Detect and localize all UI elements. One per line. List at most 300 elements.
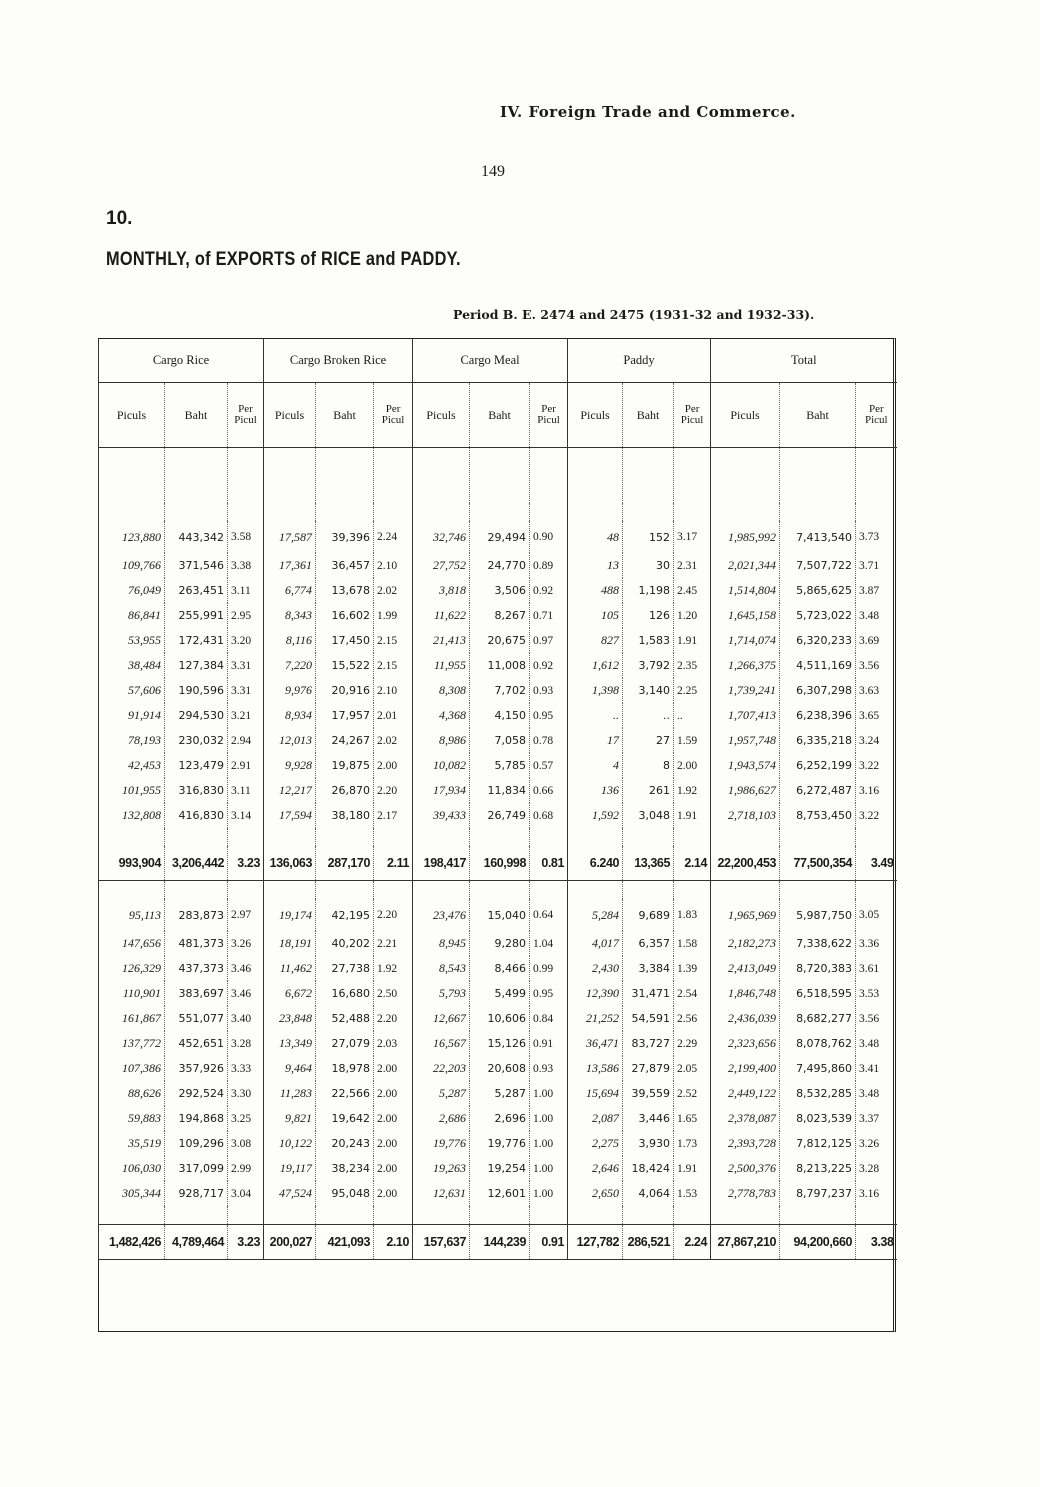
table-cell: 126 xyxy=(623,603,674,628)
table-cell: 2.00 xyxy=(674,753,711,778)
table-cell: 57,606 xyxy=(99,678,165,703)
table-cell: 317,099 xyxy=(165,1156,228,1181)
table-cell: 17,361 xyxy=(264,553,316,578)
table-cell: 3.65 xyxy=(856,703,897,728)
table-cell: 6,252,199 xyxy=(780,753,856,778)
period-caption: Period B. E. 2474 and 2475 (1931-32 and 1932-33). xyxy=(453,307,815,322)
table-cell: 3.38 xyxy=(228,553,264,578)
table-cell: 3.58 xyxy=(228,521,264,553)
table-cell: 1,612 xyxy=(568,653,623,678)
table-cell: 52,488 xyxy=(316,1006,374,1031)
table-cell: 3,506 xyxy=(470,578,530,603)
table-cell: 287,170 xyxy=(316,846,374,881)
table-cell: 1,583 xyxy=(623,628,674,653)
table-cell: 126,329 xyxy=(99,956,165,981)
table-cell: 255,991 xyxy=(165,603,228,628)
table-cell: 38,180 xyxy=(316,803,374,828)
column-header: Per Picul xyxy=(228,383,264,448)
table-row xyxy=(99,899,897,931)
table-cell: 11,622 xyxy=(413,603,470,628)
table-cell: 152 xyxy=(623,521,674,553)
column-header: Per Picul xyxy=(530,383,568,448)
table-cell: 26,870 xyxy=(316,778,374,803)
table-cell: 4,368 xyxy=(413,703,470,728)
column-header: Piculs xyxy=(711,383,780,448)
table-cell: 3.46 xyxy=(228,981,264,1006)
table-cell: 3.23 xyxy=(228,1225,264,1260)
table-cell: 1,398 xyxy=(568,678,623,703)
table-cell: 27,867,210 xyxy=(711,1225,780,1260)
table-cell: 0.93 xyxy=(530,1056,568,1081)
table-cell: 3.46 xyxy=(228,956,264,981)
table-cell: 19,875 xyxy=(316,753,374,778)
table-cell: 136 xyxy=(568,778,623,803)
table-cell: 24,770 xyxy=(470,553,530,578)
table-cell: 0.91 xyxy=(530,1031,568,1056)
table-cell: 2.11 xyxy=(374,846,413,881)
table-cell: 109,296 xyxy=(165,1131,228,1156)
table-cell: 12,217 xyxy=(264,778,316,803)
table-cell: 5,284 xyxy=(568,899,623,931)
table-cell: 9,464 xyxy=(264,1056,316,1081)
table-cell: 357,926 xyxy=(165,1056,228,1081)
table-cell: .. xyxy=(674,703,711,728)
group-header: Cargo Rice xyxy=(99,338,264,383)
table-cell: 17,957 xyxy=(316,703,374,728)
table-cell: 7,220 xyxy=(264,653,316,678)
table-cell: 4,150 xyxy=(470,703,530,728)
table-cell: 11,834 xyxy=(470,778,530,803)
table-cell: 16,602 xyxy=(316,603,374,628)
table-cell: 8,945 xyxy=(413,931,470,956)
table-cell: 5,865,625 xyxy=(780,578,856,603)
table-cell: 0.93 xyxy=(530,678,568,703)
table-row xyxy=(99,931,897,956)
table-cell: 19,117 xyxy=(264,1156,316,1181)
table-cell: 2,021,344 xyxy=(711,553,780,578)
table-cell: 3.41 xyxy=(856,1056,897,1081)
table-cell: 1,985,992 xyxy=(711,521,780,553)
table-cell: 8,466 xyxy=(470,956,530,981)
table-cell: 2.00 xyxy=(374,1181,413,1206)
table-cell: 2.20 xyxy=(374,1006,413,1031)
table-cell: 0.91 xyxy=(530,1225,568,1260)
table-row xyxy=(99,1156,897,1181)
table-cell: 106,030 xyxy=(99,1156,165,1181)
table-cell: 2.01 xyxy=(374,703,413,728)
table-cell: 8,308 xyxy=(413,678,470,703)
table-cell: 2,718,103 xyxy=(711,803,780,828)
table-cell: 127,782 xyxy=(568,1225,623,1260)
table-cell: 3.37 xyxy=(856,1106,897,1131)
table-cell: 286,521 xyxy=(623,1225,674,1260)
column-header: Per Picul xyxy=(374,383,413,448)
table-cell: 22,566 xyxy=(316,1081,374,1106)
table-cell: 136,063 xyxy=(264,846,316,881)
table-title: MONTHLY, of EXPORTS of RICE and PADDY. xyxy=(106,249,461,270)
table-cell: 27,752 xyxy=(413,553,470,578)
table-cell: 1.91 xyxy=(674,803,711,828)
table-cell: 1,739,241 xyxy=(711,678,780,703)
table-cell: 4,064 xyxy=(623,1181,674,1206)
table-cell: 3,048 xyxy=(623,803,674,828)
group-header: Cargo Broken Rice xyxy=(264,338,413,383)
table-cell: 3.14 xyxy=(228,803,264,828)
table-cell: 2,199,400 xyxy=(711,1056,780,1081)
table-cell: 20,243 xyxy=(316,1131,374,1156)
table-cell: 2.02 xyxy=(374,728,413,753)
table-cell: 437,373 xyxy=(165,956,228,981)
table-cell: 32,746 xyxy=(413,521,470,553)
table-cell: 3.69 xyxy=(856,628,897,653)
table-cell: 1.73 xyxy=(674,1131,711,1156)
table-cell: 1.92 xyxy=(674,778,711,803)
table-cell: 16,680 xyxy=(316,981,374,1006)
column-header: Baht xyxy=(470,383,530,448)
table-cell: 3.71 xyxy=(856,553,897,578)
table-row xyxy=(99,553,897,578)
column-header: Per Picul xyxy=(674,383,711,448)
table-row xyxy=(99,728,897,753)
table-cell: 2,646 xyxy=(568,1156,623,1181)
section-title: IV. Foreign Trade and Commerce. xyxy=(500,103,796,121)
table-cell: 8,934 xyxy=(264,703,316,728)
table-cell: 42,195 xyxy=(316,899,374,931)
table-cell: 109,766 xyxy=(99,553,165,578)
table-cell: 3.56 xyxy=(856,1006,897,1031)
table-cell: 1.91 xyxy=(674,1156,711,1181)
table-cell: 8,023,539 xyxy=(780,1106,856,1131)
table-cell: 8,753,450 xyxy=(780,803,856,828)
table-cell: 19,174 xyxy=(264,899,316,931)
column-header: Piculs xyxy=(99,383,165,448)
table-cell: 0.64 xyxy=(530,899,568,931)
table-cell: 0.81 xyxy=(530,846,568,881)
table-cell: 928,717 xyxy=(165,1181,228,1206)
spacer-row xyxy=(99,881,897,900)
table-cell: 10,606 xyxy=(470,1006,530,1031)
table-cell: 3.33 xyxy=(228,1056,264,1081)
table-cell: 3.73 xyxy=(856,521,897,553)
table-cell: 86,841 xyxy=(99,603,165,628)
table-cell: 2.20 xyxy=(374,778,413,803)
table-cell: 993,904 xyxy=(99,846,165,881)
table-cell: 1.00 xyxy=(530,1181,568,1206)
table-cell: 316,830 xyxy=(165,778,228,803)
table-cell: 6,272,487 xyxy=(780,778,856,803)
table-cell: 2.14 xyxy=(674,846,711,881)
table-cell: 7,058 xyxy=(470,728,530,753)
table-cell: 91,914 xyxy=(99,703,165,728)
group-header: Total xyxy=(711,338,897,383)
table-cell: 95,113 xyxy=(99,899,165,931)
table-cell: 19,642 xyxy=(316,1106,374,1131)
table-cell: 172,431 xyxy=(165,628,228,653)
table-cell: 1.00 xyxy=(530,1081,568,1106)
table-cell: 3.05 xyxy=(856,899,897,931)
column-header: Piculs xyxy=(413,383,470,448)
table-cell: 0.78 xyxy=(530,728,568,753)
table-cell: 6,320,233 xyxy=(780,628,856,653)
table-cell: 0.92 xyxy=(530,578,568,603)
table-row xyxy=(99,803,897,828)
table-cell: 1.39 xyxy=(674,956,711,981)
table-cell: 20,608 xyxy=(470,1056,530,1081)
table-cell: 8,267 xyxy=(470,603,530,628)
table-cell: 88,626 xyxy=(99,1081,165,1106)
table-cell: 147,656 xyxy=(99,931,165,956)
table-row xyxy=(99,703,897,728)
table-cell: 2.91 xyxy=(228,753,264,778)
table-cell: 20,675 xyxy=(470,628,530,653)
table-cell: 0.90 xyxy=(530,521,568,553)
table-cell: 3.22 xyxy=(856,803,897,828)
column-header: Baht xyxy=(316,383,374,448)
total-row xyxy=(99,1225,897,1260)
table-cell: 6,518,595 xyxy=(780,981,856,1006)
exports-table xyxy=(98,338,897,1260)
table-cell: 161,867 xyxy=(99,1006,165,1031)
table-cell: 9,976 xyxy=(264,678,316,703)
table-cell: 54,591 xyxy=(623,1006,674,1031)
table-cell: 3.87 xyxy=(856,578,897,603)
table-cell: 2.29 xyxy=(674,1031,711,1056)
table-cell: 12,013 xyxy=(264,728,316,753)
table-cell: 19,254 xyxy=(470,1156,530,1181)
table-cell: 2.00 xyxy=(374,1056,413,1081)
table-row xyxy=(99,1031,897,1056)
table-cell: 1,714,074 xyxy=(711,628,780,653)
column-header: Piculs xyxy=(264,383,316,448)
table-cell: 1,592 xyxy=(568,803,623,828)
table-cell: 3.24 xyxy=(856,728,897,753)
table-cell: 0.68 xyxy=(530,803,568,828)
column-header: Piculs xyxy=(568,383,623,448)
table-cell: 21,252 xyxy=(568,1006,623,1031)
table-cell: 1,707,413 xyxy=(711,703,780,728)
table-cell: 3,818 xyxy=(413,578,470,603)
table-cell: 2.10 xyxy=(374,1225,413,1260)
table-row xyxy=(99,1056,897,1081)
table-cell: .. xyxy=(623,703,674,728)
table-cell: 76,049 xyxy=(99,578,165,603)
table-cell: 1,957,748 xyxy=(711,728,780,753)
table-cell: 2.15 xyxy=(374,653,413,678)
table-cell: 2,275 xyxy=(568,1131,623,1156)
table-cell: 1.83 xyxy=(674,899,711,931)
table-cell: 551,077 xyxy=(165,1006,228,1031)
table-cell: 5,785 xyxy=(470,753,530,778)
table-cell: 7,702 xyxy=(470,678,530,703)
table-cell: 230,032 xyxy=(165,728,228,753)
table-cell: 2,393,728 xyxy=(711,1131,780,1156)
table-cell: 2.24 xyxy=(374,521,413,553)
table-cell: 4,511,169 xyxy=(780,653,856,678)
table-cell: 3.31 xyxy=(228,653,264,678)
table-cell: 13,365 xyxy=(623,846,674,881)
table-cell: 3.26 xyxy=(856,1131,897,1156)
table-cell: 371,546 xyxy=(165,553,228,578)
table-cell: 8,213,225 xyxy=(780,1156,856,1181)
table-row xyxy=(99,521,897,553)
table-cell: 11,462 xyxy=(264,956,316,981)
table-cell: 1.59 xyxy=(674,728,711,753)
table-cell: 2,449,122 xyxy=(711,1081,780,1106)
table-cell: 20,916 xyxy=(316,678,374,703)
table-cell: 3.22 xyxy=(856,753,897,778)
table-cell: 23,476 xyxy=(413,899,470,931)
table-cell: 1.65 xyxy=(674,1106,711,1131)
table-cell: 0.95 xyxy=(530,703,568,728)
table-cell: 21,413 xyxy=(413,628,470,653)
table-cell: 0.84 xyxy=(530,1006,568,1031)
table-cell: 3.36 xyxy=(856,931,897,956)
table-cell: 0.57 xyxy=(530,753,568,778)
group-header-row xyxy=(99,338,897,383)
table-cell: 3.11 xyxy=(228,778,264,803)
table-cell: 2.05 xyxy=(674,1056,711,1081)
table-cell: 7,507,722 xyxy=(780,553,856,578)
table-cell: 83,727 xyxy=(623,1031,674,1056)
table-row xyxy=(99,678,897,703)
table-cell: 13,586 xyxy=(568,1056,623,1081)
table-cell: 1.99 xyxy=(374,603,413,628)
table-cell: 10,082 xyxy=(413,753,470,778)
table-cell: 105 xyxy=(568,603,623,628)
table-cell: 0.92 xyxy=(530,653,568,678)
table-cell: 1,943,574 xyxy=(711,753,780,778)
spacer-row xyxy=(99,828,897,846)
table-cell: 3.20 xyxy=(228,628,264,653)
table-cell: 198,417 xyxy=(413,846,470,881)
table-cell: 2.56 xyxy=(674,1006,711,1031)
table-cell: 200,027 xyxy=(264,1225,316,1260)
table-cell: 5,287 xyxy=(413,1081,470,1106)
table-cell: 11,283 xyxy=(264,1081,316,1106)
table-cell: 190,596 xyxy=(165,678,228,703)
table-cell: 2,430 xyxy=(568,956,623,981)
table-cell: 3.48 xyxy=(856,1081,897,1106)
table-cell: 1.00 xyxy=(530,1106,568,1131)
table-cell: 3.16 xyxy=(856,778,897,803)
table-cell: 39,559 xyxy=(623,1081,674,1106)
table-cell: 1,266,375 xyxy=(711,653,780,678)
table-cell: 11,955 xyxy=(413,653,470,678)
table-cell: 4,789,464 xyxy=(165,1225,228,1260)
column-header: Baht xyxy=(165,383,228,448)
column-header: Per Picul xyxy=(856,383,897,448)
table-cell: 10,122 xyxy=(264,1131,316,1156)
table-cell: .. xyxy=(568,703,623,728)
table-cell: 101,955 xyxy=(99,778,165,803)
table-row xyxy=(99,753,897,778)
table-row xyxy=(99,628,897,653)
table-cell: 292,524 xyxy=(165,1081,228,1106)
table-body xyxy=(99,448,897,1260)
table-cell: 5,723,022 xyxy=(780,603,856,628)
table-cell: 36,457 xyxy=(316,553,374,578)
table-cell: 2,436,039 xyxy=(711,1006,780,1031)
table-cell: 3.53 xyxy=(856,981,897,1006)
table-cell: 3.49 xyxy=(856,846,897,881)
table-row xyxy=(99,1106,897,1131)
table-cell: 6,238,396 xyxy=(780,703,856,728)
table-cell: 8,532,285 xyxy=(780,1081,856,1106)
table-cell: 0.89 xyxy=(530,553,568,578)
table-cell: 481,373 xyxy=(165,931,228,956)
table-cell: 294,530 xyxy=(165,703,228,728)
table-row xyxy=(99,578,897,603)
table-cell: 2.50 xyxy=(374,981,413,1006)
table-cell: 194,868 xyxy=(165,1106,228,1131)
table-cell: 78,193 xyxy=(99,728,165,753)
spacer-row xyxy=(99,1206,897,1225)
table-cell: 3.40 xyxy=(228,1006,264,1031)
table-cell: 1,986,627 xyxy=(711,778,780,803)
table-cell: 39,396 xyxy=(316,521,374,553)
table-row xyxy=(99,778,897,803)
table-cell: 16,567 xyxy=(413,1031,470,1056)
table-cell: 1,965,969 xyxy=(711,899,780,931)
table-cell: 2.97 xyxy=(228,899,264,931)
table-cell: 39,433 xyxy=(413,803,470,828)
table-cell: 19,776 xyxy=(413,1131,470,1156)
table-cell: 5,499 xyxy=(470,981,530,1006)
table-cell: 2.21 xyxy=(374,931,413,956)
table-cell: 9,928 xyxy=(264,753,316,778)
table-cell: 2,696 xyxy=(470,1106,530,1131)
table-row xyxy=(99,653,897,678)
table-cell: 157,637 xyxy=(413,1225,470,1260)
table-cell: 23,848 xyxy=(264,1006,316,1031)
table-cell: 40,202 xyxy=(316,931,374,956)
table-cell: 4 xyxy=(568,753,623,778)
table-cell: 2.95 xyxy=(228,603,264,628)
table-cell: 2.94 xyxy=(228,728,264,753)
table-cell: 4,017 xyxy=(568,931,623,956)
table-cell: 1,198 xyxy=(623,578,674,603)
table-cell: 1.04 xyxy=(530,931,568,956)
table-cell: 0.99 xyxy=(530,956,568,981)
table-cell: 8,986 xyxy=(413,728,470,753)
table-cell: 2,087 xyxy=(568,1106,623,1131)
table-cell: 2.03 xyxy=(374,1031,413,1056)
table-cell: 13,349 xyxy=(264,1031,316,1056)
page-number: 149 xyxy=(481,163,505,180)
table-cell: 53,955 xyxy=(99,628,165,653)
table-cell: 2.10 xyxy=(374,678,413,703)
table-cell: 9,821 xyxy=(264,1106,316,1131)
spacer-row xyxy=(99,503,897,521)
table-cell: 47,524 xyxy=(264,1181,316,1206)
table-cell: 42,453 xyxy=(99,753,165,778)
table-cell: 3,446 xyxy=(623,1106,674,1131)
table-cell: 7,495,860 xyxy=(780,1056,856,1081)
table-cell: 15,126 xyxy=(470,1031,530,1056)
table-cell: 5,793 xyxy=(413,981,470,1006)
table-cell: 35,519 xyxy=(99,1131,165,1156)
table-cell: 1,645,158 xyxy=(711,603,780,628)
table-cell: 6,335,218 xyxy=(780,728,856,753)
table-cell: 9,280 xyxy=(470,931,530,956)
table-cell: 2.25 xyxy=(674,678,711,703)
table-cell: 8 xyxy=(623,753,674,778)
table-cell: 2,323,656 xyxy=(711,1031,780,1056)
table-cell: 24,267 xyxy=(316,728,374,753)
table-cell: 8,116 xyxy=(264,628,316,653)
table-cell: 12,631 xyxy=(413,1181,470,1206)
table-cell: 27,879 xyxy=(623,1056,674,1081)
